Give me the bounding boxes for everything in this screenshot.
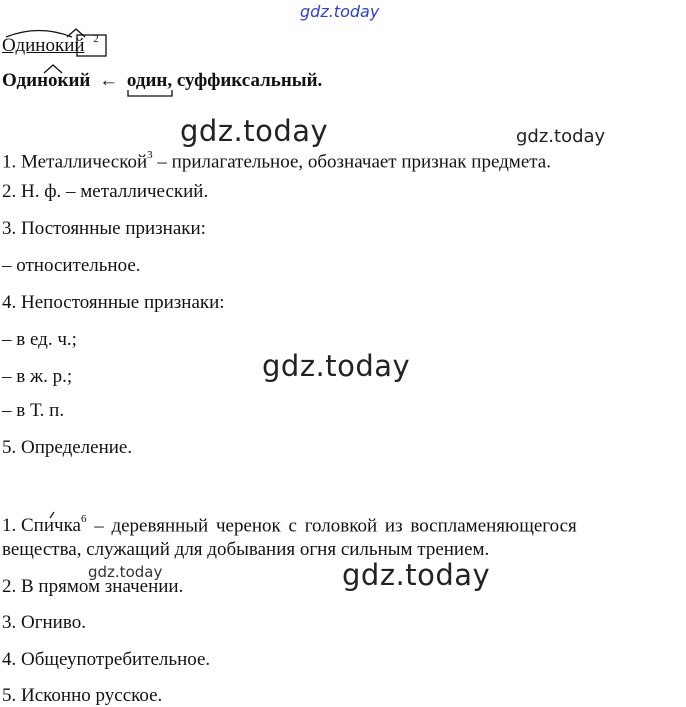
lexical-item-1-line-2: вещества, служащий для добывания огня сильным трением. bbox=[2, 539, 490, 560]
base-bracket-icon bbox=[127, 90, 173, 98]
lexical-item-2: 2. В прямом значении. bbox=[2, 576, 184, 597]
analyzed-word bbox=[2, 35, 85, 57]
lexical-item-5: 5. Исконно русское. bbox=[2, 685, 163, 706]
adjective-item-1: 1. Металлической$^3$ – прилагательное, обозначает признак предмета. bbox=[2, 149, 551, 173]
adjective-item-3: 3. Постоянные признаки: bbox=[2, 218, 206, 239]
lexical-item-3: 3. Огниво. bbox=[2, 612, 86, 633]
adjective-item-3-sub: – относительное. bbox=[2, 255, 141, 276]
ending-box-icon bbox=[76, 34, 108, 58]
adjective-item-2: 2. Н. ф. – металлический. bbox=[2, 181, 209, 202]
adjective-item-4-sub-3: – в Т. п. bbox=[2, 400, 65, 421]
watermark: gdz.today bbox=[262, 349, 411, 383]
derivation-type: , суффиксальный. bbox=[167, 70, 323, 91]
derived-word: Одинокий bbox=[2, 70, 90, 92]
adjective-item-4-sub-1: – в ед. ч.; bbox=[2, 329, 77, 350]
root-arc-icon bbox=[4, 28, 74, 38]
adjective-item-4: 4. Непостоянные признаки: bbox=[2, 292, 225, 313]
lexical-item-1-line-1: 1. Спичка$^6$ – деревянный черенок с головкой из воспламеняющегося bbox=[2, 513, 577, 537]
arrow: ← bbox=[99, 70, 119, 91]
footnote-marker: 2 bbox=[93, 33, 99, 45]
derivation-line bbox=[2, 70, 322, 92]
adjective-item-4-sub-2: – в ж. р.; bbox=[2, 366, 73, 387]
watermark: gdz.today bbox=[342, 558, 491, 592]
morpheme-analysis bbox=[2, 30, 99, 57]
adjective-item-5: 5. Определение. bbox=[2, 437, 133, 458]
watermark-top: gdz.today bbox=[300, 2, 380, 21]
watermark: gdz.today bbox=[516, 126, 606, 147]
lexical-item-4: 4. Общеупотребительное. bbox=[2, 649, 211, 670]
base-word: один bbox=[127, 70, 167, 92]
watermark: gdz.today bbox=[180, 114, 329, 148]
stress-mark-icon bbox=[48, 511, 56, 519]
word-text: Одинокий bbox=[2, 35, 85, 57]
suffix-caret-icon bbox=[42, 64, 64, 74]
watermark: gdz.today bbox=[88, 563, 163, 581]
